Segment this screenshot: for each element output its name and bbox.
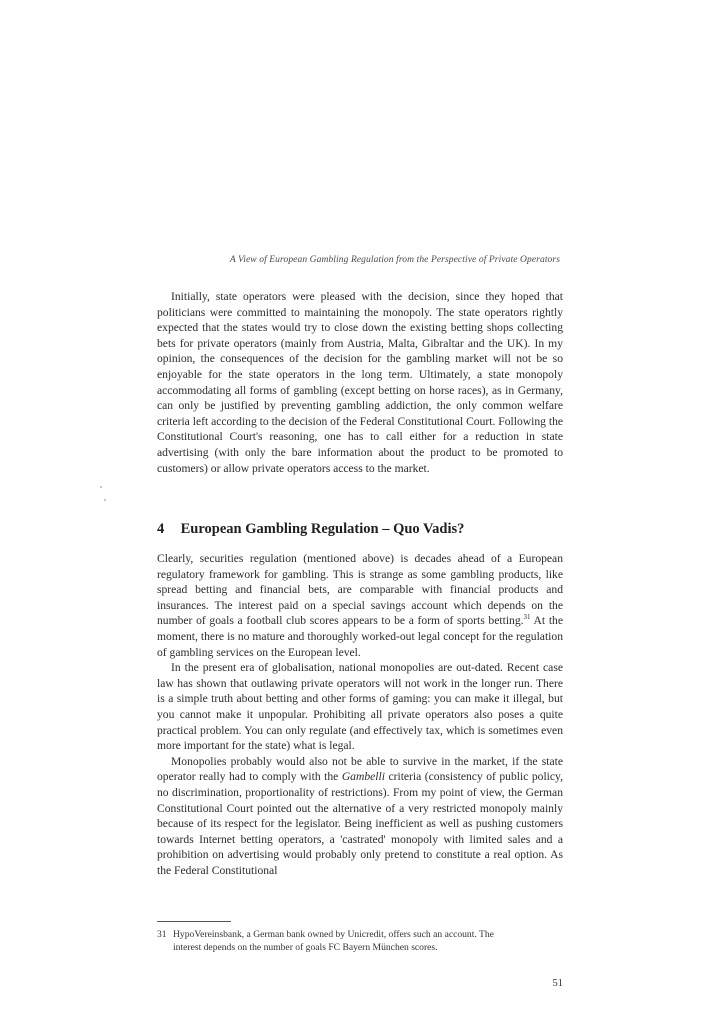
paragraph-text-continued: criteria (consistency of public policy, no discrimination, proportionality of restrictions). From my point of view, the German Constitutional Court pointed out the alternative of a very restricted monopoly mainly because of its respect for the legislator. Being inefficient as well as pushing customers towards Internet betting operators, a 'castrated' monopoly with limited sales and a prohibition on advertising would probably only pretend to constitute a real option. As the Federal Constitutional — [157, 770, 563, 877]
footnote-text: HypoVereinsbank, a German bank owned by Unicredit, offers such an account. The — [173, 929, 494, 940]
footnote-divider — [157, 921, 231, 922]
section-title: European Gambling Regulation – Quo Vadis? — [180, 521, 465, 537]
scan-speck — [100, 486, 102, 488]
section-heading — [157, 521, 563, 538]
running-head: A View of European Gambling Regulation from the Perspective of Private Operators — [229, 255, 560, 265]
paragraph-text-continued: At the moment, there is no mature and thoroughly worked-out legal concept for the regulation of gambling services on the European level. — [157, 614, 563, 659]
footnote-line-2: interest depends on the number of goals FC Bayern München scores. — [173, 942, 438, 953]
footnote — [157, 928, 563, 954]
section-paragraph-1 — [157, 551, 563, 660]
scan-speck — [104, 499, 106, 501]
page-number: 51 — [552, 978, 563, 989]
section-body — [157, 551, 563, 878]
paragraph-text: Clearly, securities regulation (mentioned above) is decades ahead of a European regulatory framework for gambling. This is strange as some gambling products, like spread betting and financial bets, are comparable with financial products and insurances. The interest paid on a special savings account which depends on the number of goals a football club scores appears to be a form of sports betting. — [157, 552, 563, 628]
footnote-line-1 — [157, 928, 563, 941]
section-number: 4 — [157, 521, 165, 537]
case-name-italic: Gambelli — [341, 770, 385, 784]
section-paragraph-3 — [157, 754, 563, 879]
section-paragraph-2: In the present era of globalisation, national monopolies are out-dated. Recent case law has shown that outlawing private operators will not work in the longer run. There is a simple truth about betting and other forms of gaming: you can make it illegal, but you cannot make it unpopular. Prohibiting all private operators also poses a quite practical problem. You can only regulate (and effectively tax, which is sometimes even more important for the state) what is legal. — [157, 661, 563, 753]
footnote-number: 31 — [157, 929, 167, 940]
footnote-reference: 31 — [523, 613, 531, 622]
body-paragraph-1 — [157, 289, 563, 476]
paragraph-text: Monopolies probably would also not be able to survive in the market, if the state operator really had to comply with the — [157, 754, 563, 784]
paragraph-text: Initially, state operators were pleased with the decision, since they hoped that politicians were committed to maintaining the monopoly. The state operators rightly expected that the states would try to close down the existing betting shops collecting bets for private operators (mainly from Austria, Malta, Gibraltar and the UK). In my opinion, the consequences of the decision for the gambling market will not be so enjoyable for the state operators in the long term. Ultimately, a state monopoly accommodating all forms of gambling (except betting on horse races), as in Germany, can only be justified by preventing gambling addiction, the only common welfare criteria left according to the decision of the Federal Constitutional Court. Following the Constitutional Court's reasoning, one has to call either for a reduction in state advertising (with only the bare information about the product to be promoted to customers) or allow private operators access to the market. — [157, 290, 564, 475]
